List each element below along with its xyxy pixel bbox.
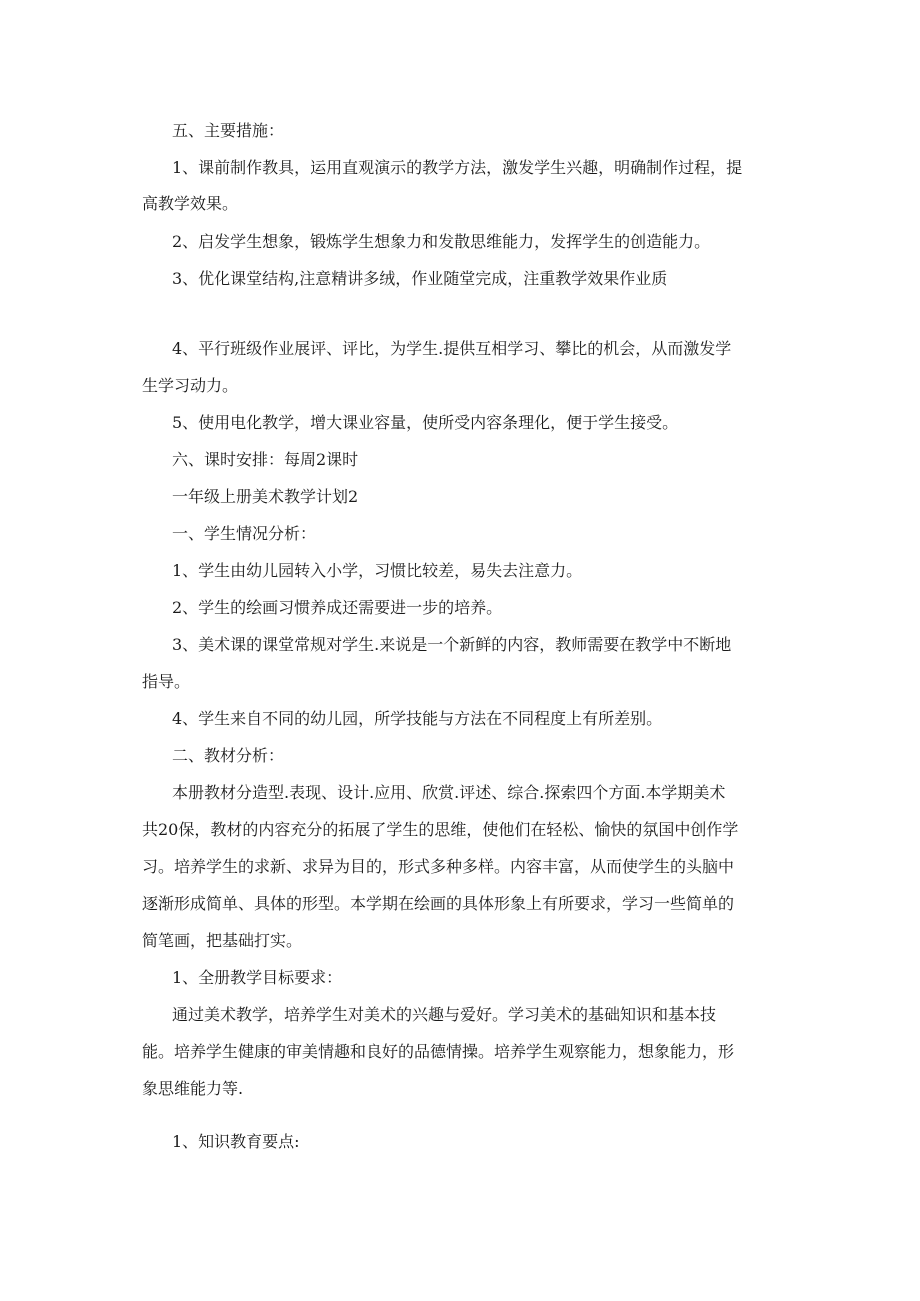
- text-line: 一年级上册美术教学计划2: [172, 487, 359, 506]
- section-heading-textbook: [172, 741, 782, 771]
- text-line: 指导。: [142, 672, 191, 691]
- paragraph-student-2: [172, 593, 782, 623]
- text-line: 4、学生来自不同的幼儿园，所学技能与方法在不同程度上有所差别。: [172, 709, 663, 728]
- text-line: 高教学效果。: [142, 194, 239, 213]
- paragraph-goals: [172, 1000, 782, 1030]
- paragraph-measure-1: [172, 153, 782, 183]
- paragraph-student-3: [172, 630, 782, 660]
- text-line: 2、学生的绘画习惯养成还需要进一步的培养。: [172, 598, 503, 617]
- text-line: 生学习动力。: [142, 376, 239, 395]
- text-line: 本册教材分造型.表现、设计.应用、欣赏.评述、综合.探索四个方面.本学期美术: [172, 783, 726, 802]
- text-line: 1、学生由幼儿园转入小学，习惯比较差，易失去注意力。: [172, 561, 583, 580]
- paragraph-measure-5: [172, 408, 782, 438]
- text-line: 逐渐形成简单、具体的形型。本学期在绘画的具体形象上有所要求，学习一些简单的: [142, 894, 735, 913]
- text-line: 习。培养学生的求新、求异为目的，形式多种多样。内容丰富，从而使学生的头脑中: [142, 857, 735, 876]
- text-line: 1、课前制作教具，运用直观演示的教学方法，激发学生兴趣，明确制作过程，提: [172, 158, 743, 177]
- paragraph-goals-cont-1: [142, 1037, 734, 1067]
- section-heading-students: [172, 519, 782, 549]
- text-line: 3、优化课堂结构,注意精讲多绒，作业随堂完成，注重教学效果作业质: [172, 269, 668, 288]
- section-heading-measures: [172, 116, 782, 146]
- text-line: 二、教材分析：: [172, 746, 285, 765]
- text-line: 象思维能力等.: [142, 1079, 244, 1098]
- text-line: 五、主要措施：: [172, 121, 285, 140]
- text-line: 通过美术教学，培养学生对美术的兴趣与爱好。学习美术的基础知识和基本技: [172, 1005, 717, 1024]
- paragraph-measure-4: [172, 334, 782, 364]
- text-line: 简笔画，把基础打实。: [142, 931, 303, 950]
- text-line: 共20保，教材的内容充分的拓展了学生的思维，使他们在轻松、愉快的氛国中创作学: [142, 820, 739, 839]
- paragraph-measure-4-cont: [142, 371, 238, 401]
- text-line: 2、启发学生想象，锻炼学生想象力和发散思维能力，发挥学生的创造能力。: [172, 232, 711, 251]
- section-heading-knowledge: [172, 1127, 782, 1157]
- paragraph-textbook-cont-3: [142, 889, 734, 919]
- text-line: 5、使用电化教学，增大课业容量，使所受内容条理化，便于学生接受。: [172, 413, 679, 432]
- paragraph-textbook-cont-1: [142, 815, 738, 845]
- paragraph-student-3-cont: [142, 667, 190, 697]
- text-line: 一、学生情况分析：: [172, 524, 317, 543]
- text-line: 六、课时安排：每周2课时: [172, 450, 359, 469]
- text-line: 1、知识教育要点:: [172, 1132, 300, 1151]
- paragraph-textbook: [172, 778, 782, 808]
- paragraph-measure-1-cont: [142, 189, 238, 219]
- section-heading-goals: [172, 963, 782, 993]
- section-heading-schedule: [172, 445, 782, 475]
- text-line: 能。培养学生健康的审美情趣和良好的品德情操。培养学生观察能力，想象能力，形: [142, 1042, 735, 1061]
- paragraph-measure-3: [172, 264, 782, 294]
- paragraph-student-1: [172, 556, 782, 586]
- paragraph-textbook-cont-4: [142, 926, 302, 956]
- paragraph-student-4: [172, 704, 782, 734]
- text-line: 1、全册教学目标要求：: [172, 968, 343, 987]
- paragraph-measure-2: [172, 227, 782, 257]
- paragraph-textbook-cont-2: [142, 852, 734, 882]
- text-line: 3、美术课的课堂常规对学生.来说是一个新鲜的内容，教师需要在教学中不断地: [172, 635, 732, 654]
- text-line: 4、平行班级作业展评、评比，为学生.提供互相学习、攀比的机会，从而激发学: [172, 339, 732, 358]
- paragraph-goals-cont-2: [142, 1074, 243, 1104]
- document-subtitle: [172, 482, 782, 512]
